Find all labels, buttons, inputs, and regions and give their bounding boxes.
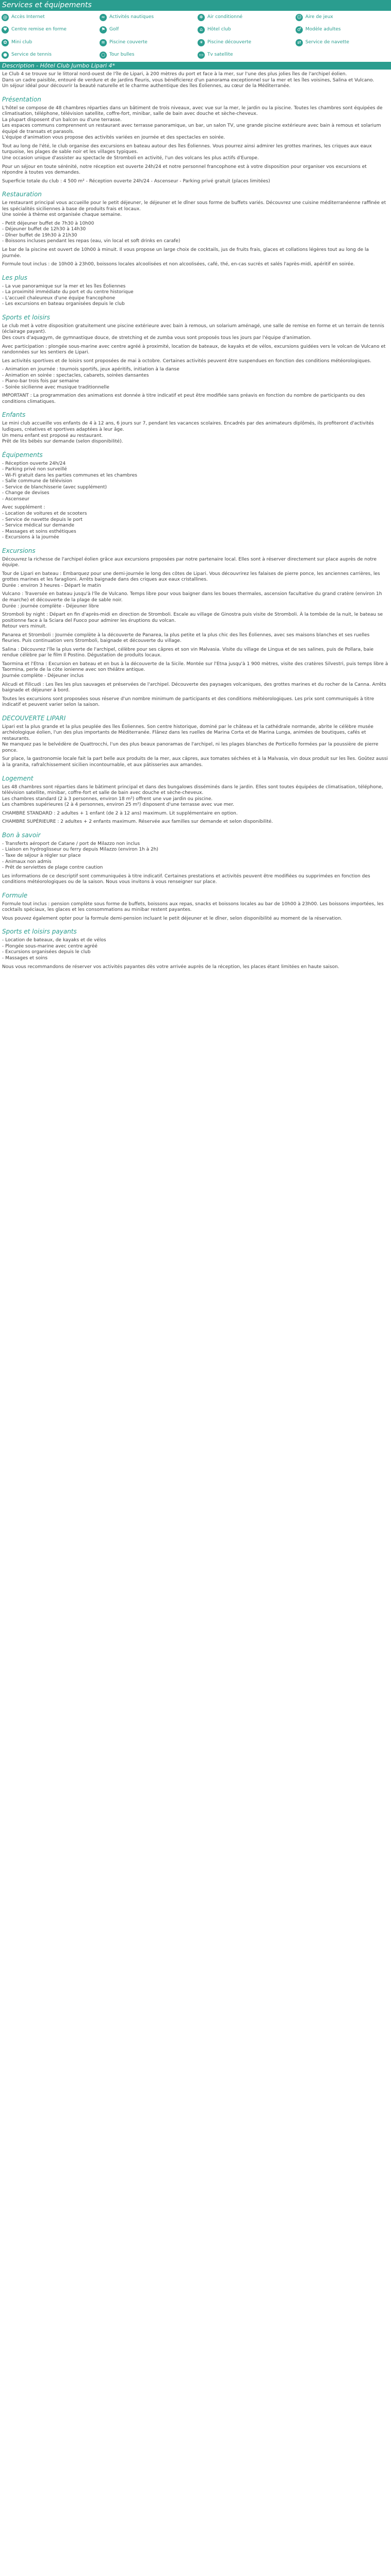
service-label: Activités nautiques xyxy=(109,14,154,20)
service-item xyxy=(198,26,295,34)
paragraph: Salina : Découvrez l'île la plus verte de l'archipel, célèbre pour ses câpres et son vin Malvasia. Visite du village de Lingua et de ses salines, puis de Pollara, baie rendue célèbre par le film Il Postino. Dégustation de produits locaux. xyxy=(2,647,374,658)
service-label: Golf xyxy=(109,27,119,32)
paragraph: Formule tout inclus : de 10h00 à 23h00, boissons locales alcoolisées et non alcoolisées, café, thé, en-cas sucrés et salés l'après-midi, apéritif en soirée. xyxy=(2,262,355,267)
service-icon: ♥ xyxy=(2,26,9,33)
service-icon: ⌂ xyxy=(198,26,205,33)
section-title: Sports et loisirs xyxy=(2,313,50,321)
service-label: Accès Internet xyxy=(11,14,45,20)
paragraph: Formule tout inclus : pension complète sous forme de buffets, boissons aux repas, snacks et boissons locales au bar de 10h00 à 23h00. Les boissons importées, les cocktails spéciaux, les glaces et les consommations au minibar restent payantes. xyxy=(2,901,384,913)
description-body xyxy=(0,70,391,993)
service-icon: @ xyxy=(2,14,9,21)
service-label: Service de tennis xyxy=(11,52,52,57)
service-label: Modèle adultes xyxy=(305,27,341,32)
service-item xyxy=(100,39,197,47)
paragraph: - Réception ouverte 24h/24 - Parking privé non surveillé - Wi-Fi gratuit dans les parties communes et les chambres - Salle commune de télévision - Service de blanchisserie (avec supplément) - Change de devises - Ascenseur xyxy=(2,461,137,502)
service-icon: ● xyxy=(2,52,9,59)
paragraph: CHAMBRE STANDARD : 2 adultes + 1 enfant (de 2 à 12 ans) maximum. Lit supplémentaire en option. xyxy=(2,810,238,816)
services-heading: Services et équipements xyxy=(0,0,391,11)
paragraph: - Animation en journée : tournois sportifs, jeux apéritifs, initiation à la danse - Animation en soirée : spectacles, cabarets, soirées dansantes - Piano-bar trois fois par semaine - Soirée sicilienne avec musique traditionnelle xyxy=(2,367,180,390)
section-title: Sports et loisirs payants xyxy=(2,928,77,936)
service-label: Air conditionné xyxy=(207,14,243,20)
paragraph: Tour de Lipari en bateau : Embarquez pour une demi-journée le long des côtes de Lipari. Vous découvrirez les falaises de pierre ponce, les anciennes carrières, les grottes marines et les faraglioni. Arrêts baignade dans des criques aux eaux cristallines. Durée : environ 3 heures - Départ le matin xyxy=(2,571,380,588)
paragraph: Le bar de la piscine est ouvert de 10h00 à minuit. Il vous propose un large choix de cocktails, jus de fruits frais, glaces et collations légères tout au long de la journée. xyxy=(2,247,369,259)
paragraph: CHAMBRE SUPÉRIEURE : 2 adultes + 2 enfants maximum. Réservée aux familles sur demande et selon disponibilité. xyxy=(2,819,273,825)
service-item xyxy=(198,51,295,59)
paragraph: Pour un séjour en toute sérénité, notre réception est ouverte 24h/24 et notre personnel francophone est à votre disposition pour organiser vos excursions et répondre à toutes vos demandes. xyxy=(2,164,367,176)
service-label: Aire de jeux xyxy=(305,14,333,20)
paragraph: IMPORTANT : La programmation des animations est donnée à titre indicatif et peut être modifiée sans préavis en fonction du nombre de participants ou des conditions climatiques. xyxy=(2,393,365,404)
section-title: DECOUVERTE LIPARI xyxy=(2,714,66,722)
paragraph: Le Club 4 se trouve sur le littoral nord-ouest de l'île de Lipari, à 200 mètres du port et face à la mer, sur l'une des plus jolies îles de l'archipel éolien. Dans un cadre paisible, entouré de verdure et de jardins fleuris, vous bénéficierez d'un panorama exceptionnel sur la mer et les îles voisines, Salina et Vulcano. Un séjour idéal pour découvrir la beauté naturelle et le charme authentique des îles Éoliennes, au cœur de la Méditerranée. xyxy=(2,72,374,89)
paragraph: Le restaurant principal vous accueille pour le petit déjeuner, le déjeuner et le dîner sous forme de buffets variés. Découvrez une cuisine méditerranéenne raffinée et les spécialités siciliennes à base de produits frais et locaux. Une soirée à thème est organisée chaque semaine. xyxy=(2,200,386,218)
paragraph: Découvrez la richesse de l'archipel éolien grâce aux excursions proposées par notre partenaire local. Elles sont à réserver directement sur place auprès de notre équipe. xyxy=(2,556,377,568)
paragraph: - La vue panoramique sur la mer et les îles Éoliennes - La proximité immédiate du port et du centre historique - L'accueil chaleureux d'une équipe francophone - Les excursions en bateau organisées depuis le club xyxy=(2,283,134,307)
paragraph: Vulcano : Traversée en bateau jusqu'à l'île de Vulcano. Temps libre pour vous baigner dans les boues thermales, ascension facultative du grand cratère (environ 1h de marche) et découverte de la plage de sable noir. Durée : journée complète - Déjeuner libre xyxy=(2,591,382,609)
service-item xyxy=(198,13,295,22)
description-heading: Description - Hôtel Club Jumbo Lipari 4* xyxy=(0,62,391,70)
service-item xyxy=(100,26,197,34)
service-item xyxy=(2,51,99,59)
paragraph: Les activités sportives et de loisirs sont proposées de mai à octobre. Certaines activités peuvent être suspendues en fonction des conditions météorologiques. xyxy=(2,358,371,364)
paragraph: L'hôtel se compose de 48 chambres réparties dans un bâtiment de trois niveaux, avec vue sur la mer, le jardin ou la piscine. Toutes les chambres sont équipées de climatisation, téléphone, télévision satellite, coffre-fort, minibar, salle de bain avec douche et sèche-cheveux. La plupart disposent d'un balcon ou d'une terrasse. Les espaces communs comprennent un restaurant avec terrasse panoramique, un bar, un salon TV, une grande piscine extérieure avec bain à remous et solarium équipé de transats et parasols. L'équipe d'animation vous propose des activités variées en journée et des spectacles en soirée. xyxy=(2,105,383,141)
section-title: Restauration xyxy=(2,191,42,198)
section-title: Formule xyxy=(2,891,28,899)
service-item xyxy=(296,39,391,47)
section-title: Équipements xyxy=(2,451,43,459)
paragraph: Taormina et l'Etna : Excursion en bateau et en bus à la découverte de la Sicile. Montée sur l'Etna jusqu'à 1 900 mètres, visite des cratères Silvestri, puis temps libre à Taormina, perle de la côte ionienne avec son théâtre antique. Journée complète - Déjeuner inclus xyxy=(2,661,388,679)
paragraph: - Location de bateaux, de kayaks et de vélos - Plongée sous-marine avec centre agréé - Excursions organisées depuis le club - Massages et soins xyxy=(2,938,106,961)
paragraph: Toutes les excursions sont proposées sous réserve d'un nombre minimum de participants et des conditions météorologiques. Les prix sont communiqués à titre indicatif et peuvent varier selon la saison. xyxy=(2,696,374,708)
service-item xyxy=(2,13,99,22)
service-label: Mini club xyxy=(11,39,32,45)
service-icon: ≋ xyxy=(100,39,107,46)
section-title: Présentation xyxy=(2,95,41,103)
service-item xyxy=(100,13,197,22)
paragraph: - Transferts aéroport de Catane / port de Milazzo non inclus - Liaison en hydroglisseur ou ferry depuis Milazzo (environ 1h à 2h) - Taxe de séjour à régler sur place - Animaux non admis - Prêt de serviettes de plage contre caution xyxy=(2,841,158,871)
paragraph: Alicudi et Filicudi : Les îles les plus sauvages et préservées de l'archipel. Découverte des paysages volcaniques, des grottes marines et du rocher de la Canna. Arrêts baignade et déjeuner à bord. xyxy=(2,682,386,693)
service-item xyxy=(296,26,391,34)
service-label: Hôtel club xyxy=(207,27,231,32)
service-icon: ☀ xyxy=(198,39,205,46)
service-item xyxy=(100,51,197,59)
section-title: Enfants xyxy=(2,411,26,419)
paragraph: Le club met à votre disposition gratuitement une piscine extérieure avec bain à remous, un solarium aménagé, une salle de remise en forme et un terrain de tennis (éclairage payant). Des cours d'aquagym, de gymnastique douce, de stretching et de zumba vous sont proposés tous les jours par l'équipe d'animation. xyxy=(2,323,384,341)
service-icon: ☺ xyxy=(296,14,303,21)
service-icon: ≈ xyxy=(100,14,107,21)
service-icon: ⇄ xyxy=(296,39,303,46)
paragraph: Vous pouvez également opter pour la formule demi-pension incluant le petit déjeuner et le dîner, selon disponibilité au moment de la réservation. xyxy=(2,916,343,921)
service-item xyxy=(2,26,99,34)
paragraph: Stromboli by night : Départ en fin d'après-midi en direction de Stromboli. Escale au village de Ginostra puis visite de Stromboli. À la tombée de la nuit, le bateau se positionne face à la Sciara del Fuoco pour admirer les éruptions du volcan. Retour vers minuit. xyxy=(2,612,383,630)
services-grid xyxy=(0,11,391,62)
service-icon: ♂ xyxy=(296,26,303,33)
service-label: Piscine couverte xyxy=(109,39,148,45)
service-icon: ✿ xyxy=(2,39,9,46)
service-label: Tv satellite xyxy=(207,52,233,57)
paragraph: Nous vous recommandons de réserver vos activités payantes dès votre arrivée auprès de la réception, les places étant limitées en haute saison. xyxy=(2,964,339,970)
section-title: Bon à savoir xyxy=(2,831,41,839)
service-icon: ⚑ xyxy=(100,26,107,33)
paragraph: Les 48 chambres sont réparties dans le bâtiment principal et dans des bungalows disséminés dans le jardin. Elles sont toutes équipées de climatisation, téléphone, télévision satellite, minibar, coffre-fort et salle de bain avec douche et sèche-cheveux. Les chambres standard (2 à 3 personnes, environ 18 m²) offrent une vue jardin ou piscine. Les chambres supérieures (2 à 4 personnes, environ 25 m²) disposent d'une terrasse avec vue mer. xyxy=(2,784,383,808)
paragraph: Les informations de ce descriptif sont communiquées à titre indicatif. Certaines prestations et activités peuvent être modifiées ou supprimées en fonction des conditions météorologiques ou de la saison. Nous vous invitons à vous renseigner sur place. xyxy=(2,873,370,885)
page xyxy=(0,0,391,993)
service-icon: ❄ xyxy=(198,14,205,21)
service-icon: ○ xyxy=(100,52,107,59)
paragraph: Le mini club accueille vos enfants de 4 à 12 ans, 6 jours sur 7, pendant les vacances scolaires. Encadrés par des animateurs diplômés, ils profiteront d'activités ludiques, créatives et sportives adaptées à leur âge. Un menu enfant est proposé au restaurant. Prêt de lits bébés sur demande (selon disponibilité). xyxy=(2,421,374,445)
paragraph: Panarea et Stromboli : Journée complète à la découverte de Panarea, la plus petite et la plus chic des îles Éoliennes, avec ses maisons blanches et ses ruelles fleuries. Puis continuation vers Stromboli, baignade et découverte du village. xyxy=(2,632,370,644)
paragraph: Tout au long de l'été, le club organise des excursions en bateau autour des îles Éoliennes. Vous pourrez ainsi admirer les grottes marines, les criques aux eaux turquoise, les plages de sable noir et les villages typiques. Une occasion unique d'assister au spectacle de Stromboli en activité, l'un des volcans les plus actifs d'Europe. xyxy=(2,143,372,161)
paragraph: - Petit déjeuner buffet de 7h30 à 10h00 - Déjeuner buffet de 12h30 à 14h30 - Dîner buffet de 19h30 à 21h30 - Boissons incluses pendant les repas (eau, vin local et soft drinks en carafe) xyxy=(2,221,181,244)
paragraph: Avec supplément : - Location de voitures et de scooters - Service de navette depuis le port - Service médical sur demande - Massages et soins esthétiques - Excursions à la journée xyxy=(2,505,87,540)
section-title: Logement xyxy=(2,774,34,782)
service-label: Centre remise en forme xyxy=(11,27,67,32)
service-label: Service de navette xyxy=(305,39,349,45)
paragraph: Lipari est la plus grande et la plus peuplée des îles Éoliennes. Son centre historique, dominé par le château et la cathédrale normande, abrite le célèbre musée archéologique éolien, l'un des plus importants de Méditerranée. Flânez dans les ruelles de Marina Corta et de Marina Lunga, animées de boutiques, cafés et restaurants. Ne manquez pas le belvédère de Quattrocchi, l'un des plus beaux panoramas de l'archipel, ni les plages blanches de Porticello formées par la poussière de pierre ponce. xyxy=(2,724,379,753)
paragraph: Sur place, la gastronomie locale fait la part belle aux produits de la mer, aux câpres, aux tomates séchées et à la Malvasia, vin doux produit sur les îles. Goûtez aussi à la granita, rafraîchissement sicilien incontournable, et aux pâtisseries aux amandes. xyxy=(2,756,388,768)
section-title: Excursions xyxy=(2,547,36,554)
service-item xyxy=(198,39,295,47)
service-item xyxy=(296,13,391,22)
service-label: Piscine découverte xyxy=(207,39,252,45)
paragraph: Superficie totale du club : 4 500 m² - Réception ouverte 24h/24 - Ascenseur - Parking privé gratuit (places limitées) xyxy=(2,178,270,184)
paragraph: Avec participation : plongée sous-marine avec centre agréé à proximité, location de bateaux, de kayaks et de vélos, excursions guidées vers le volcan de Vulcano et randonnées sur les sentiers de Lipari. xyxy=(2,344,386,355)
service-label: Tour bulles xyxy=(109,52,135,57)
service-item xyxy=(2,39,99,47)
section-title: Les plus xyxy=(2,274,27,281)
service-icon: ▭ xyxy=(198,52,205,59)
